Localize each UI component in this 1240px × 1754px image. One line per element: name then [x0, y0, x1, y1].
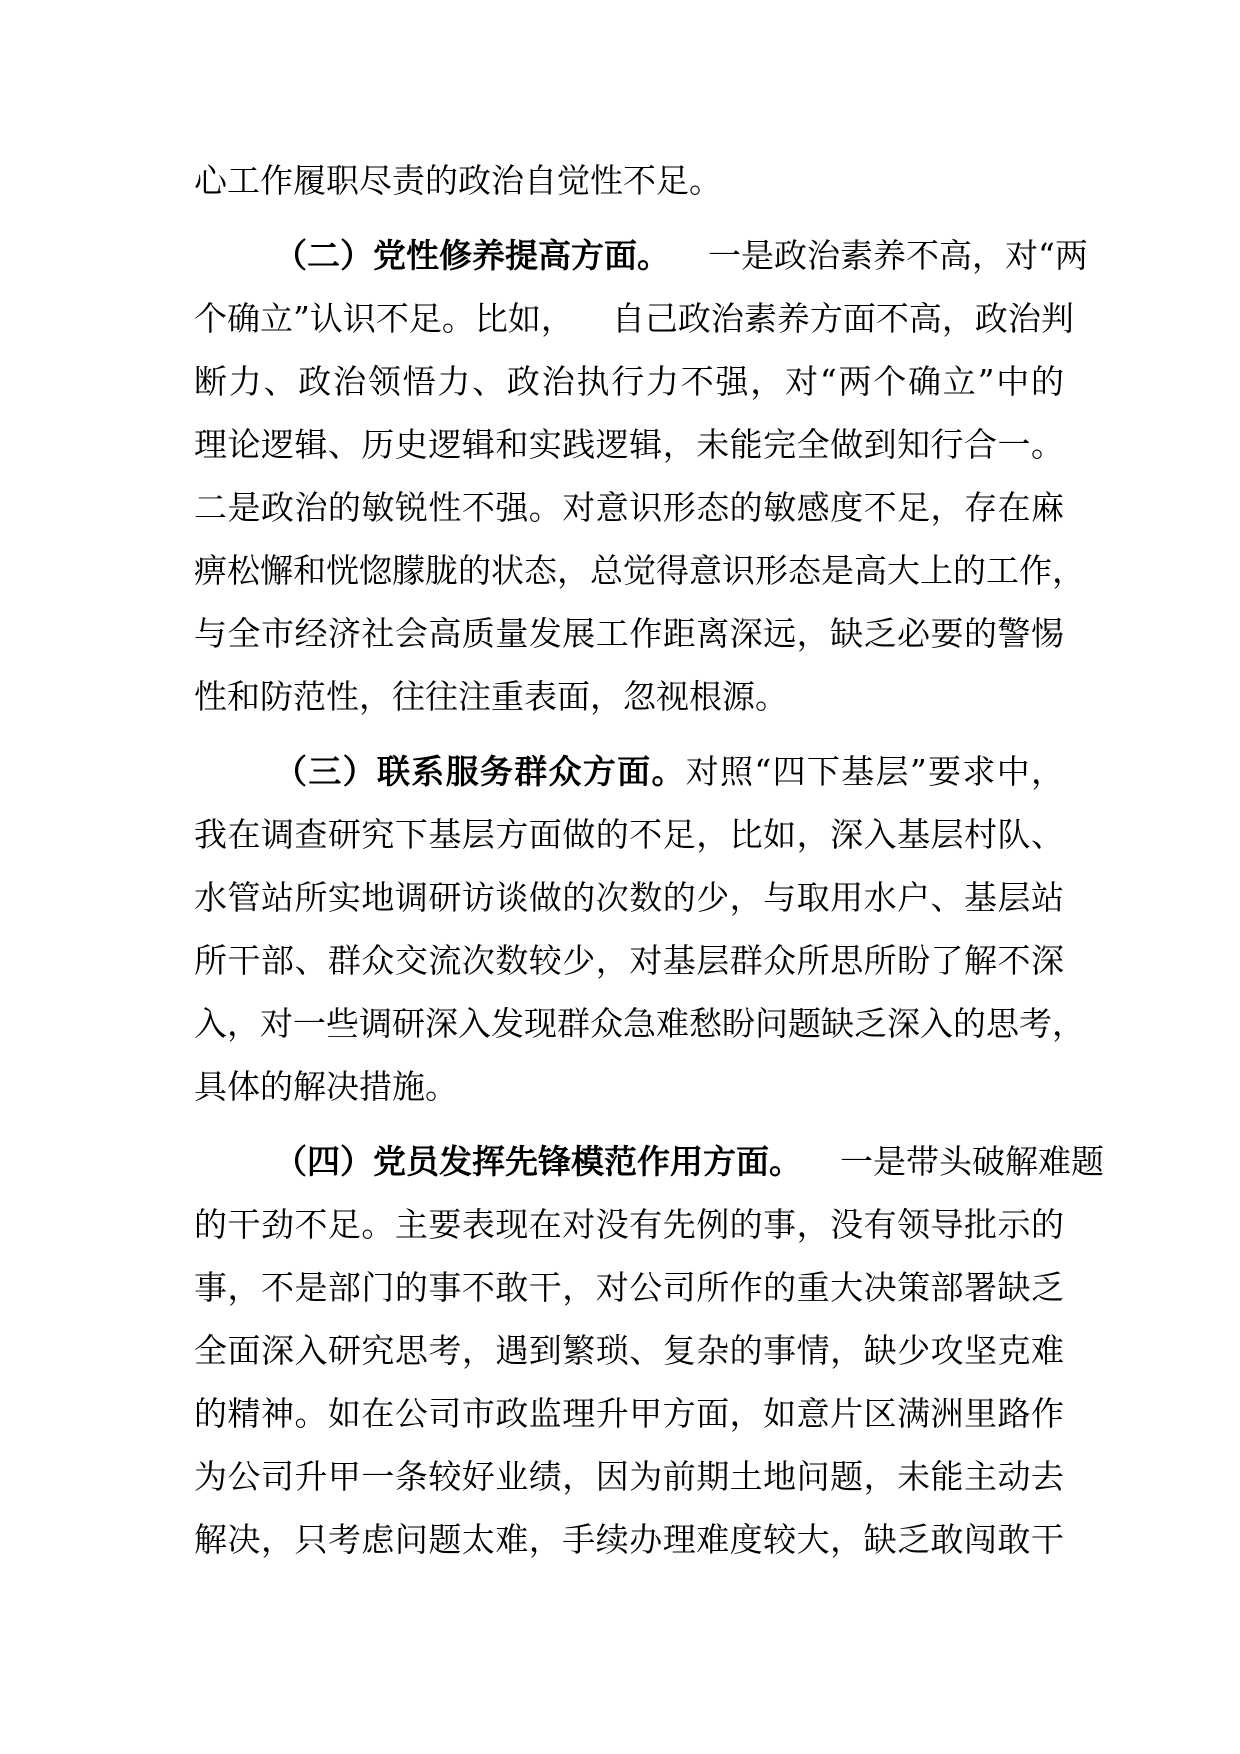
paragraph-line — [194, 665, 1064, 728]
text-run: 入，对一些调研深入发现群众急难愁盼问题缺乏深入的思考， — [194, 1004, 1085, 1043]
text-run: 的精神。如在公司市政监理升甲方面，如意片区满洲里路作 — [194, 1394, 1064, 1433]
text-run: 自己政治素养方面不高，政治判 — [611, 299, 1074, 338]
paragraph-line — [194, 413, 1064, 476]
paragraph-line — [194, 149, 1064, 212]
text-run: 我在调查研究下基层方面做的不足，比如，深入基层村队、 — [194, 815, 1064, 854]
paragraph-line — [194, 476, 1064, 539]
paragraph-line — [194, 929, 1064, 992]
text-run: 心工作履职尽责的政治自觉性不足。 — [194, 161, 722, 200]
paragraph-line — [194, 539, 1085, 602]
section-2-heading-line — [194, 224, 1088, 287]
document-body — [194, 149, 1104, 1571]
paragraph-line — [194, 602, 1064, 665]
section-4-heading: （四）党员发挥先锋模范作用方面。 — [274, 1142, 802, 1181]
text-run: 事，不是部门的事不敢干，对公司所作的重大决策部署缺乏 — [194, 1268, 1064, 1307]
paragraph-line — [194, 992, 1085, 1055]
paragraph-line — [194, 1508, 1064, 1571]
text-run: 的干劲不足。主要表现在对没有先例的事，没有领导批示的 — [194, 1205, 1064, 1244]
text-run: 具体的解决措施。 — [194, 1067, 458, 1106]
text-run: 一是带头破解难题 — [840, 1142, 1104, 1181]
text-run: 个确立”认识不足。比如， — [194, 299, 574, 338]
text-run: 一是政治素养不高，对“两 — [708, 236, 1088, 275]
paragraph-line — [194, 803, 1064, 866]
section-3-heading: （三）联系服务群众方面。 — [274, 752, 686, 791]
paragraph-line — [194, 1055, 1064, 1118]
text-run: 性和防范性，往往注重表面，忽视根源。 — [194, 677, 788, 716]
text-run: 与全市经济社会高质量发展工作距离深远，缺乏必要的警惕 — [194, 614, 1064, 653]
text-run: 为公司升甲一条较好业绩，因为前期土地问题，未能主动去 — [194, 1457, 1064, 1496]
paragraph-line — [194, 1445, 1064, 1508]
paragraph-line — [194, 1256, 1064, 1319]
text-run: 二是政治的敏锐性不强。对意识形态的敏感度不足，存在麻 — [194, 488, 1064, 527]
text-run: 痹松懈和恍惚朦胧的状态，总觉得意识形态是高大上的工作， — [194, 551, 1085, 590]
section-3-heading-line — [194, 740, 1064, 803]
paragraph-line — [194, 1319, 1064, 1382]
paragraph-line — [194, 866, 1064, 929]
text-run: 解决，只考虑问题太难，手续办理难度较大，缺乏敢闯敢干 — [194, 1520, 1064, 1559]
text-run: 理论逻辑、历史逻辑和实践逻辑，未能完全做到知行合一。 — [194, 425, 1064, 464]
text-run: 断力、政治领悟力、政治执行力不强，对“两个确立”中的 — [194, 362, 1064, 401]
text-run: 水管站所实地调研访谈做的次数的少，与取用水户、基层站 — [194, 878, 1064, 917]
paragraph-line — [194, 1193, 1064, 1256]
paragraph-line — [194, 350, 1064, 413]
section-2-heading: （二）党性修养提高方面。 — [274, 236, 670, 275]
text-run: 所干部、群众交流次数较少，对基层群众所思所盼了解不深 — [194, 941, 1064, 980]
section-4-heading-line — [194, 1130, 1104, 1193]
text-run: 全面深入研究思考，遇到繁琐、复杂的事情，缺少攻坚克难 — [194, 1331, 1064, 1370]
paragraph-line — [194, 1382, 1064, 1445]
paragraph-line — [194, 287, 1074, 350]
text-run: 对照“四下基层”要求中， — [685, 752, 1065, 791]
